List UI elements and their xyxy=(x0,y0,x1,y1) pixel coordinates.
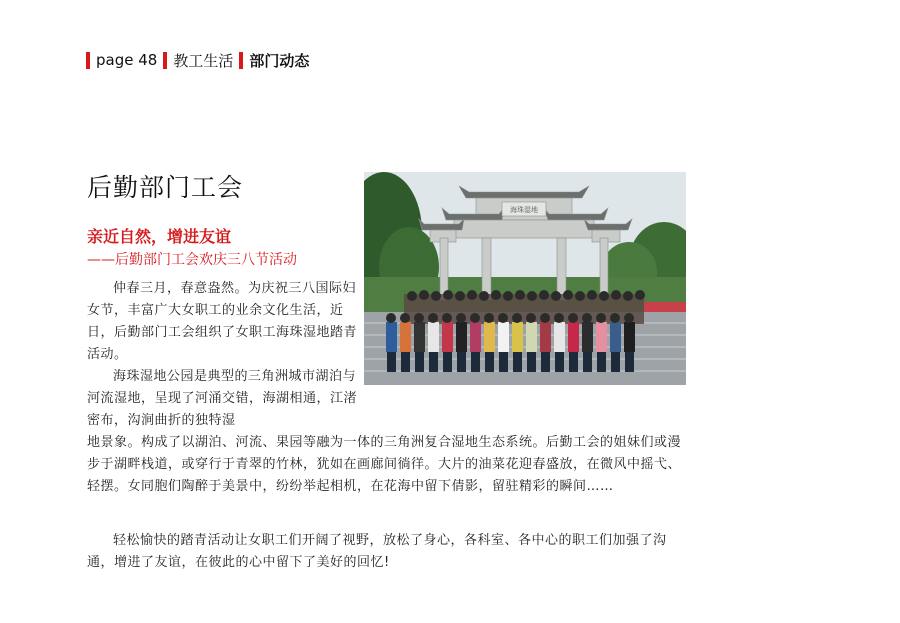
paragraph-1: 仲春三月，春意盎然。为庆祝三八国际妇女节，丰富广大女职工的业余文化生活，近日，后勤部门工会组织了女职工海珠湿地踏青活动。 xyxy=(87,281,358,362)
article-subheading: ——后勤部门工会欢庆三八节活动 xyxy=(87,252,297,268)
paragraph-2-continued: 地景象。构成了以湖泊、河流、果园等融为一体的三角洲复合湿地生态系统。后勤工会的姐妹们或漫步于湖畔栈道，或穿行于青翠的竹林，犹如在画廊间徜徉。大片的油菜花迎春盛放，在微风中摇弋、轻摆。女同胞们陶醉于美景中，纷纷举起相机，在花海中留下倩影，留驻精彩的瞬间…… xyxy=(87,435,682,494)
paragraph-3: 轻松愉快的踏青活动让女职工们开阔了视野，放松了身心，各科室、各中心的职工们加强了沟通，增进了友谊，在彼此的心中留下了美好的回忆! xyxy=(87,533,667,570)
page-number: page 48 xyxy=(96,51,158,69)
arch-plaque-text: 海珠湿地 xyxy=(510,206,538,214)
header-separator xyxy=(163,52,167,69)
article-title: 后勤部门工会 xyxy=(87,173,244,202)
page-header xyxy=(86,50,309,70)
section-label: 教工生活 xyxy=(173,51,234,70)
header-accent-bar xyxy=(86,52,90,69)
header-separator xyxy=(239,52,243,69)
paragraph-2-start: 海珠湿地公园是典型的三角洲城市湖泊与河流湿地，呈现了河涌交错，海湖相通，江渚密布，沟涧曲折的独特湿 xyxy=(87,369,358,428)
subsection-label: 部门动态 xyxy=(249,51,310,70)
group-photo xyxy=(364,172,686,385)
article-subtitle: 亲近自然，增进友谊 xyxy=(87,227,232,246)
